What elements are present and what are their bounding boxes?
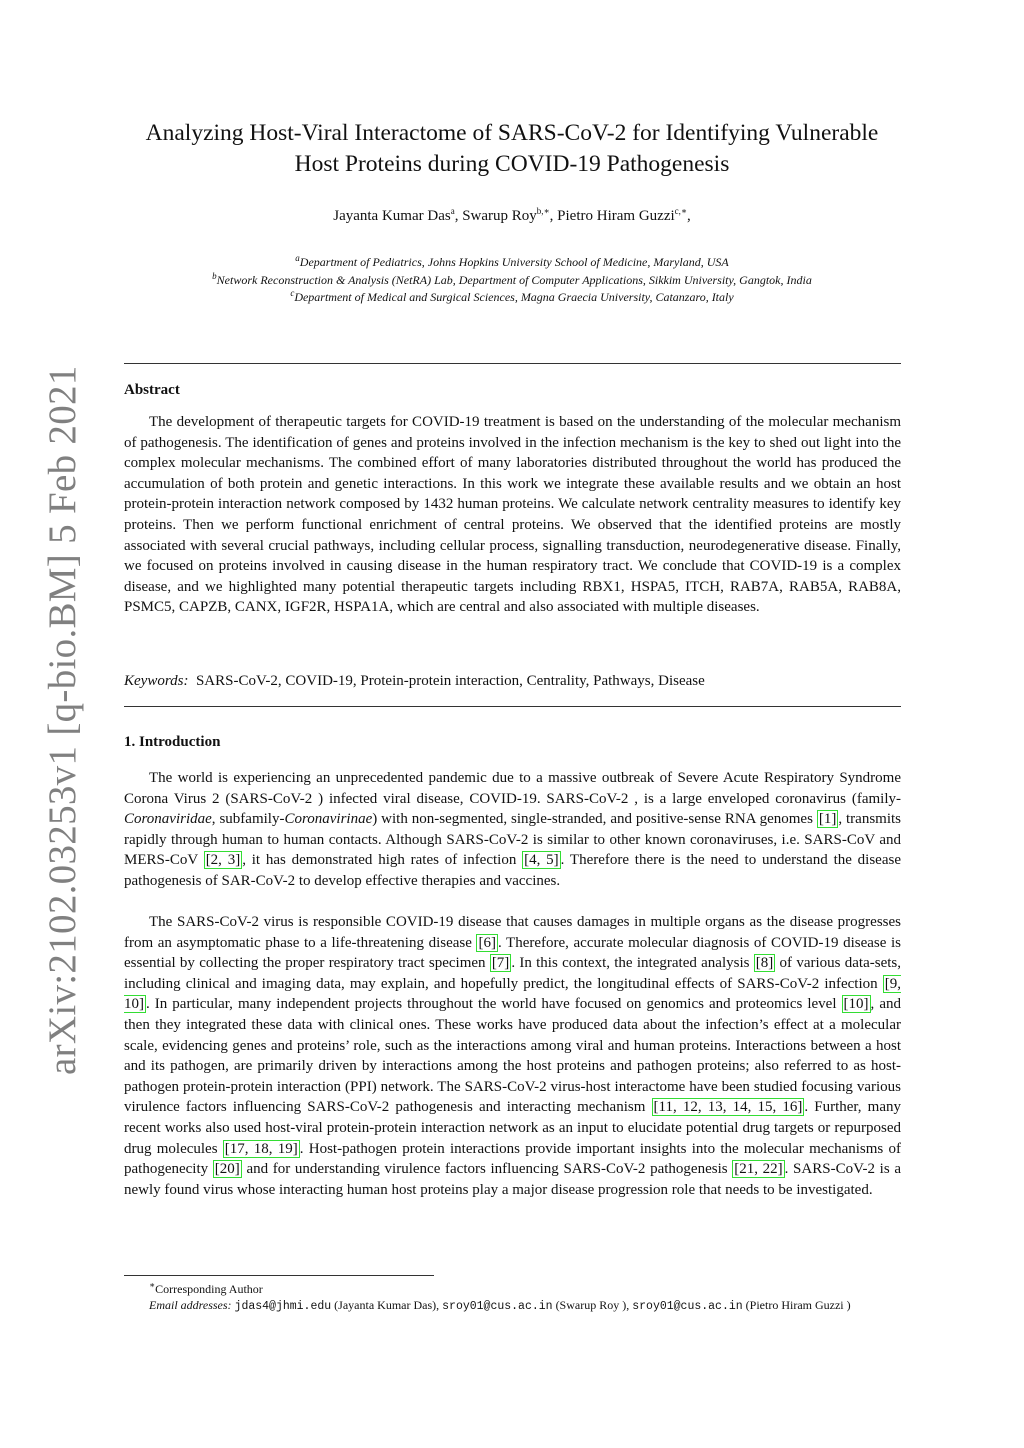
author-name: Jayanta Kumar Das: [333, 208, 451, 224]
author-list: Jayanta Kumar Das$^a$, Swarup Roy$^{b,∗}$, Pietro Hiram Guzzi$^{c,∗}$,: [333, 206, 691, 224]
affiliation-text: Department of Pediatrics, Johns Hopkins University School of Medicine, Maryland, USA: [299, 255, 729, 269]
abstract-text: The development of therapeutic targets for COVID-19 treatment is based on the understanding of the molecular mechanism of pathogenesis. The identification of genes and proteins involved in the infection mechanism is the key to shed out light into the complex molecular mechanisms. The combined effort of many laboratories distributed throughout the world has produced the accumulation of both protein and genetic interactions. In this work we integrate these available results and we obtain an host protein-protein interaction network composed by 1432 human proteins. We calculate network centrality measures to identify key proteins. Then we perform functional enrichment of central proteins. We observed that the identified proteins are mostly associated with several crucial pathways, including cellular process, signalling transduction, neurodegenerative disease. Finally, we focused on proteins involved in causing disease in the human respiratory tract. We conclude that COVID-19 is a complex disease, and we highlighted many potential therapeutic targets including RBX1, HSPA5, ITCH, RAB7A, RAB5A, RAB8A, PSMC5, CAPZB, CANX, IGF2R, HSPA1A, which are central and also associated with multiple diseases.: [124, 414, 901, 616]
citation-link[interactable]: [2, 3]: [205, 852, 241, 869]
citation-link[interactable]: [20]: [214, 1161, 240, 1178]
email-link[interactable]: sroy01@cus.ac.in: [442, 1300, 553, 1313]
footnote-emails: Email addresses: jdas4@jhmi.edu (Jayanta Kumar Das), sroy01@cus.ac.in (Swarup Roy ), sroy01@cus.ac.in (Pietro Hiram Guzzi ): [149, 1298, 851, 1313]
email-link[interactable]: sroy01@cus.ac.in: [632, 1300, 743, 1313]
citation-link[interactable]: [7]: [491, 955, 510, 972]
citation-link[interactable]: [11, 12, 13, 14, 15, 16]: [653, 1099, 803, 1116]
citation-link[interactable]: [10]: [843, 996, 869, 1013]
affiliation: [110, 254, 914, 272]
footnote-mark: ∗: [149, 1280, 156, 1290]
footnote-corresponding: ∗Corresponding Author: [149, 1280, 263, 1296]
bottom-divider: [124, 706, 901, 707]
keywords-label: Keywords:: [124, 673, 189, 689]
citation-link[interactable]: [1]: [818, 811, 837, 828]
author-mark: b,∗: [536, 206, 550, 216]
introduction-heading: 1. Introduction: [124, 734, 221, 750]
affiliation-mark: c: [290, 288, 295, 298]
affiliation-text: Network Reconstruction & Analysis (NetRA) Lab, Department of Computer Applications, Sikkim University, Gangtok, India: [216, 272, 812, 287]
affiliation-list: [110, 254, 914, 307]
intro-paragraph-2: The SARS-CoV-2 virus is responsible COVID-19 disease that causes damages in multiple organs as the disease progresses from an asymptomatic phase to a life-threatening disease [6] . Therefore, accurate molecular diagnosis of COVID-19 disease is essential by collecting the proper respiratory tract specimen [7] . In this context, the integrated analysis [8] of various data-sets, including clinical and imaging data, may explain, and hopefully predict, the longitudinal effects of SARS-CoV-2 infection [9, 10] . In particular, many independent projects throughout the world have focused on genomics and proteomics level [10] , and then they integrated these data with clinical ones. These works have produced data about the infection’s effect at a molecular scale, evidencing genes and proteins’ role, such as the interactions among viral and human proteins. Interactions between a host and its pathogen, are primarily driven by interactions among the host proteins and pathogen proteins; also referred to as host-pathogen protein-protein interaction (PPI) network. The SARS-CoV-2 virus-host interactome have been studied focusing various virulence factors influencing SARS-CoV-2 pathogenesis and interacting mechanism [11, 12, 13, 14, 15, 16] . Further, many recent works also used host-viral protein-protein interaction network as an input to elucidate potential drug targets or repurposed drug molecules [17, 18, 19] . Host-pathogen protein interactions provide important insights into the molecular mechanisms of pathogenecity [20] and for understanding virulence factors influencing SARS-CoV-2 pathogenesis [21, 22] . SARS-CoV-2 is a newly found virus whose interacting human host proteins play a major disease progression role that needs to be investigated.: [124, 914, 901, 1198]
intro-paragraph-1: The world is experiencing an unprecedented pandemic due to a massive outbreak of Severe Acute Respiratory Syndrome Corona Virus 2 (SARS-CoV-2 ) infected viral disease, COVID-19. SARS-CoV-2 , is a large enveloped coronavirus (family-Coronaviridae, subfamily-Coronavirinae) with non-segmented, single-stranded, and positive-sense RNA genomes [1] , transmits rapidly through human to human contacts. Although SARS-CoV-2 is similar to other known coronaviruses, i.e. SARS-CoV and MERS-CoV [2, 3] , it has demonstrated high rates of infection [4, 5] . Therefore there is the need to understand the disease pathogenesis of SAR-CoV-2 to develop effective therapies and vaccines.: [124, 770, 902, 889]
email-label: Email addresses:: [149, 1298, 232, 1312]
arxiv-identifier: arXiv:2102.03253v1 [q-bio.BM] 5 Feb 2021: [41, 365, 84, 1075]
title-line-1: Analyzing Host-Viral Interactome of SARS-CoV-2 for Identifying Vulnerable: [145, 120, 879, 146]
email-link[interactable]: jdas4@jhmi.edu: [234, 1300, 332, 1313]
citation-link[interactable]: [8]: [755, 955, 774, 972]
author-mark: a: [450, 206, 455, 216]
author-name: Swarup Roy: [462, 208, 537, 224]
paper-title: [110, 118, 914, 180]
affiliation: [110, 289, 914, 307]
affiliation-text: Department of Medical and Surgical Sciences, Magna Graecia University, Catanzaro, Italy: [294, 290, 734, 304]
author-name: Pietro Hiram Guzzi: [557, 208, 675, 224]
top-divider: [124, 363, 901, 364]
author-mark: c,∗: [674, 206, 688, 216]
citation-link[interactable]: [17, 18, 19]: [224, 1140, 298, 1157]
citation-link[interactable]: [6]: [478, 934, 496, 951]
citation-link[interactable]: [4, 5]: [524, 852, 559, 869]
citation-link[interactable]: [21, 22]: [734, 1161, 783, 1178]
title-line-2: Host Proteins during COVID-19 Pathogenesis: [294, 151, 730, 177]
citation-link[interactable]: [9, 10]: [124, 975, 901, 1013]
affiliation: [110, 272, 914, 290]
affiliation-mark: a: [295, 253, 300, 263]
keywords: [124, 671, 901, 692]
abstract-heading: Abstract: [124, 382, 180, 398]
affiliation-mark: b: [212, 270, 217, 281]
footnote-divider: [124, 1275, 434, 1276]
keywords-text: SARS-CoV-2, COVID-19, Protein-protein interaction, Centrality, Pathways, Disease: [195, 673, 705, 689]
